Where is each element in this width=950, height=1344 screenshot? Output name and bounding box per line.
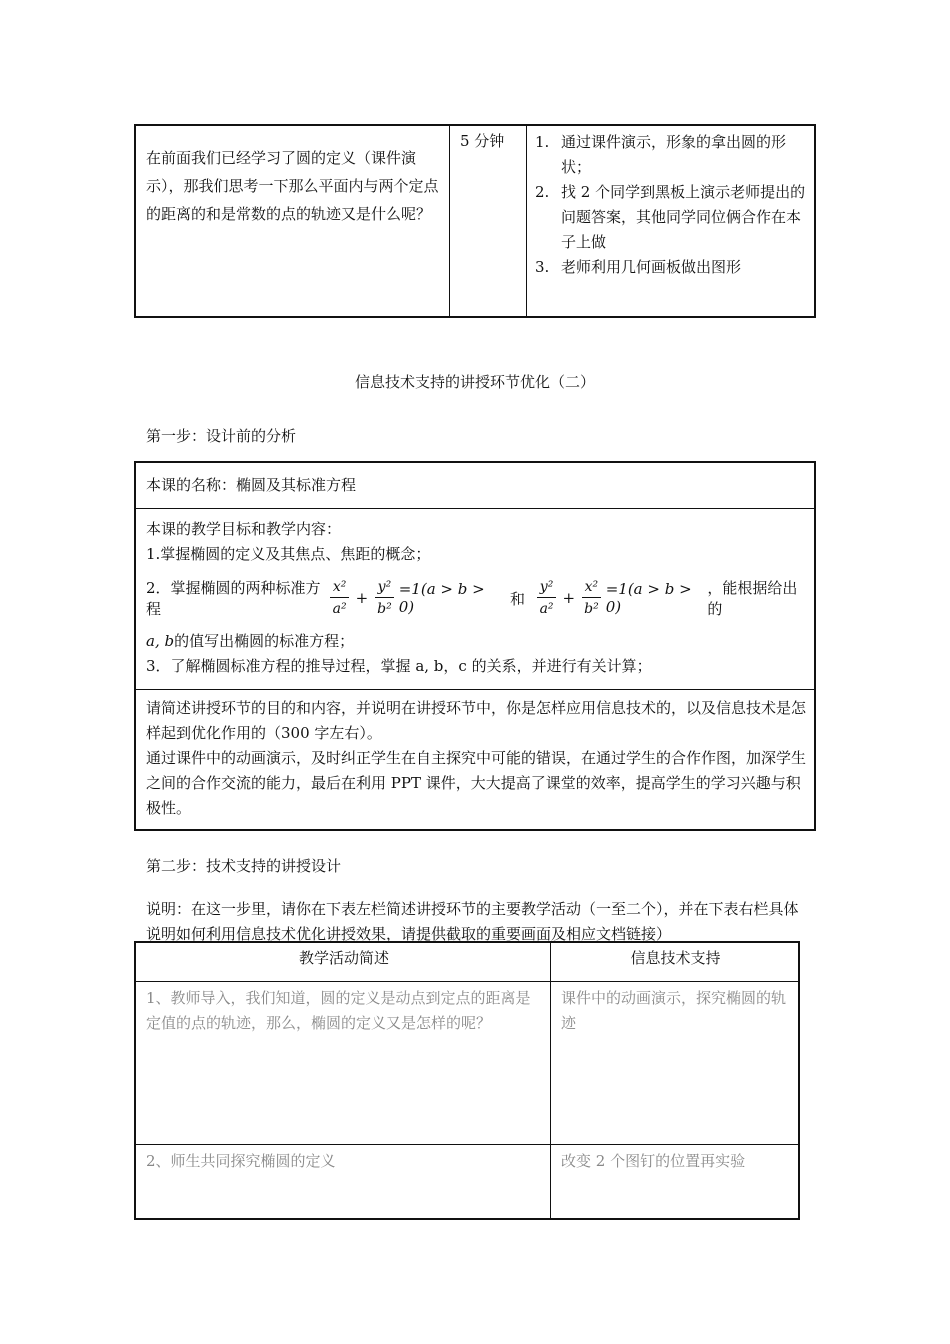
instruction-text: 说明：在这一步里，请你在下表左栏简述讲授环节的主要教学活动（一至二个），并在下表右栏具体说明如何利用信息技术优化讲授效果，请提供截取的重要画面及相应文档链接） <box>146 900 799 943</box>
list-item: 1. 通过课件演示，形象的拿出圆的形状； <box>535 133 787 176</box>
steps-list <box>527 126 814 280</box>
header-support: 信息技术支持 <box>551 942 800 982</box>
fraction: $\frac{\text{y²}}{\text{b²}}$ <box>374 577 395 620</box>
goal-2-prefix: 2．掌握椭圆的两种标准方程 <box>146 579 321 618</box>
duration-text: 5 分钟 <box>460 132 505 150</box>
fraction: $\frac{\text{y²}}{\text{a²}}$ <box>537 577 557 620</box>
formula-1-rhs: =1(a > b > 0) <box>398 580 485 616</box>
prompt-cell <box>135 690 815 831</box>
step2-heading: 第二步：技术支持的讲授设计 <box>146 857 342 875</box>
table-row <box>135 982 799 1145</box>
section-title: 信息技术支持的讲授环节优化（二） <box>354 373 595 391</box>
prompt-text: 请简述讲授环节的目的和内容，并说明在讲授环节中，你是怎样应用信息技术的，以及信息技术是怎样起到优化作用的（300 字左右）。 <box>146 699 807 742</box>
goals-cell <box>135 509 815 690</box>
fraction: $\frac{\text{x²}}{\text{b²}}$ <box>581 577 602 620</box>
answer-text: 通过课件中的动画演示，及时纠正学生在自主探究中可能的错误，在通过学生的合作作图，加深学生之间的合作交流的能力，最后在利用 PPT 课件，大大提高了课堂的效率，提高学生的学习兴趣与积极性。 <box>146 749 807 817</box>
goal-2-continued: a, b的值写出椭圆的标准方程； <box>146 632 355 650</box>
question-text: 在前面我们已经学习了圆的定义（课件演示），那我们思考一下那么平面内与两个定点的距离的和是常数的点的轨迹又是什么呢？ <box>146 149 439 223</box>
goal-2-suffix: ，能根据给出的 <box>707 579 798 618</box>
goal-3: 3．了解椭圆标准方程的推导过程，掌握 a, b，c 的关系，并进行有关计算； <box>146 657 652 675</box>
goal-2: 2．掌握椭圆的两种标准方程 $\frac{\text{x²}}{\text{a²}}$ + $\frac{\text{y²}}{\text{b²}}$ =1(a > b > 0) 和 $\frac{\text{y²}}{\text{a²}}$ + $\frac{\text{x²}}{\text{b²}}$ =1(a > b > 0) ，能根据给出的 <box>146 567 808 629</box>
course-name-cell: 本课的名称：椭圆及其标准方程 <box>135 462 815 509</box>
activities-table <box>134 941 800 1220</box>
activity-cell: 2、师生共同探究椭圆的定义 <box>135 1145 551 1219</box>
goal-1: 1.掌握椭圆的定义及其焦点、焦距的概念； <box>146 545 431 563</box>
support-cell: 课件中的动画演示，探究椭圆的轨迹 <box>551 982 800 1145</box>
top-lesson-table <box>134 124 816 318</box>
step1-heading: 第一步：设计前的分析 <box>146 427 297 445</box>
duration-cell <box>450 125 527 317</box>
formula-2-rhs: =1(a > b > 0) <box>605 580 692 616</box>
activity-cell: 1、教师导入，我们知道，圆的定义是动点到定点的距离是定值的点的轨迹，那么，椭圆的定义又是怎样的呢？ <box>135 982 551 1145</box>
header-activity: 教学活动简述 <box>135 942 551 982</box>
analysis-table <box>134 461 816 831</box>
steps-cell <box>527 125 816 317</box>
and-word: 和 <box>509 589 525 608</box>
table-row <box>135 1145 799 1219</box>
fraction: $\frac{\text{x²}}{\text{a²}}$ <box>330 577 350 620</box>
list-item: 3. 老师利用几何画板做出图形 <box>535 258 742 276</box>
list-item: 2. 找 2 个同学到黑板上演示老师提出的问题答案，其他同学同位俩合作在本子上做 <box>535 183 806 251</box>
question-cell <box>135 125 450 317</box>
goals-title: 本课的教学目标和教学内容： <box>146 520 342 538</box>
support-cell: 改变 2 个图钉的位置再实验 <box>551 1145 800 1219</box>
